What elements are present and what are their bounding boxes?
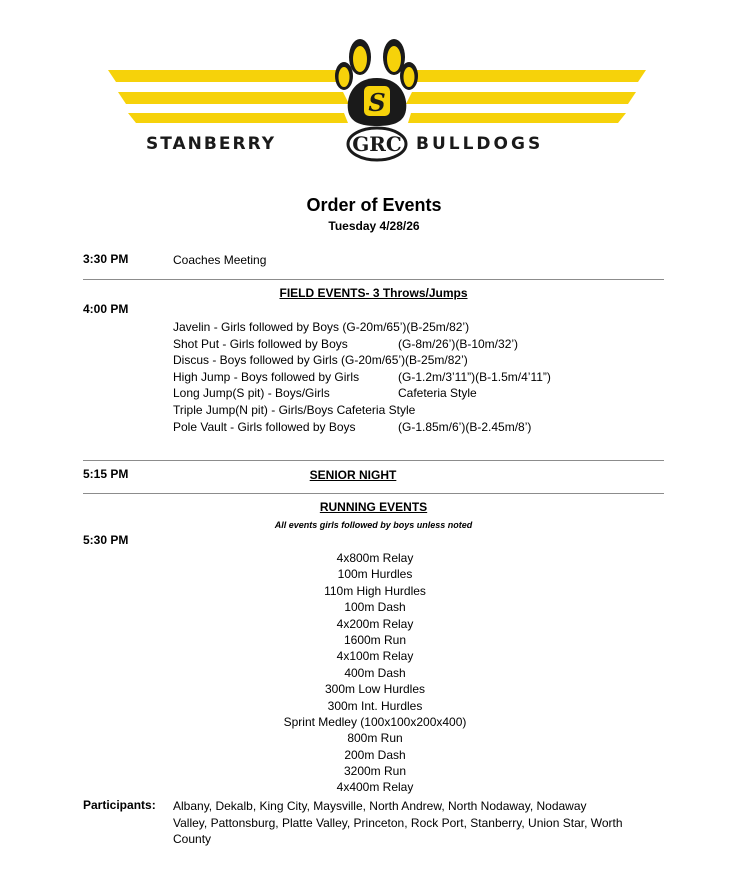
- wing-stripe: [128, 113, 348, 123]
- list-item: Pole Vault - Girls followed by Boys (G-1.85m/6’)(B-2.45m/8’): [173, 419, 532, 434]
- wordmark-bulldogs: BULLDOGS: [416, 134, 544, 154]
- page-title: Order of Events: [306, 195, 442, 215]
- list-item: 200m Dash: [344, 747, 406, 762]
- coaches-label: Coaches Meeting: [173, 253, 267, 267]
- wing-stripe: [118, 92, 349, 104]
- wing-stripe: [408, 113, 626, 123]
- list-item: Shot Put - Girls followed by Boys (G-8m/26’)(B-10m/32’): [173, 336, 519, 351]
- field-events-time: 4:00 PM: [83, 302, 129, 316]
- list-item: 800m Run: [347, 731, 403, 746]
- list-item: 100m Dash: [344, 600, 406, 615]
- list-item: Triple Jump(N pit) - Girls/Boys Cafeteria Style: [173, 402, 416, 417]
- list-item: 100m Hurdles: [337, 567, 413, 582]
- list-item: High Jump - Boys followed by Girls (G-1.2m/3’11”)(B-1.5m/4’11”): [173, 369, 551, 384]
- list-item: 300m Int. Hurdles: [327, 698, 423, 713]
- participants-label: Participants:: [83, 798, 156, 812]
- wordmark-stanberry: STANBERRY: [146, 134, 277, 154]
- paw-letter: S: [368, 88, 386, 117]
- list-item: 4x200m Relay: [336, 616, 414, 631]
- divider: [83, 279, 664, 280]
- coaches-time: 3:30 PM: [83, 252, 129, 266]
- list-item: Discus - Boys followed by Girls (G-20m/65’)(B-25m/82’): [173, 353, 468, 368]
- stanberry-bulldogs-logo: [108, 30, 648, 170]
- wing-stripe: [406, 92, 636, 104]
- list-item: 300m Low Hurdles: [324, 682, 426, 697]
- field-events-list: [173, 319, 551, 435]
- list-item: 400m Dash: [344, 665, 406, 680]
- running-events-time: 5:30 PM: [83, 533, 129, 547]
- list-item: 1600m Run: [343, 632, 407, 647]
- list-item: Sprint Medley (100x100x200x400): [283, 714, 467, 729]
- list-item: 110m High Hurdles: [324, 583, 426, 598]
- running-events-note: All events girls followed by boys unless noted: [274, 520, 473, 530]
- list-item: 4x400m Relay: [336, 780, 414, 795]
- list-item: 4x800m Relay: [336, 551, 414, 565]
- event-date: Tuesday 4/28/26: [328, 219, 420, 233]
- divider: [83, 493, 664, 494]
- wing-stripe: [406, 70, 646, 82]
- participants-list: Albany, Dekalb, King City, Maysville, North Andrew, North Nodaway, Nodaway Valley, Pattonsburg, Platte Valley, Princeton, Rock Port, Stanberry, Union Star, Worth County: [173, 799, 623, 847]
- list-item: Javelin - Girls followed by Boys (G-20m/65’)(B-25m/82’): [173, 320, 470, 334]
- senior-night-time: 5:15 PM: [83, 467, 129, 481]
- running-events-list: [175, 550, 575, 796]
- divider: [83, 460, 664, 461]
- running-events-heading: RUNNING EVENTS: [319, 500, 428, 514]
- field-events-heading: FIELD EVENTS- 3 Throws/Jumps: [279, 286, 468, 300]
- list-item: 4x100m Relay: [336, 649, 414, 664]
- wing-stripe: [108, 70, 348, 82]
- grc-monogram: GRC: [352, 132, 402, 156]
- senior-night-label: SENIOR NIGHT: [309, 468, 397, 482]
- list-item: Long Jump(S pit) - Boys/Girls Cafeteria Style: [173, 386, 477, 401]
- list-item: 3200m Run: [343, 764, 407, 779]
